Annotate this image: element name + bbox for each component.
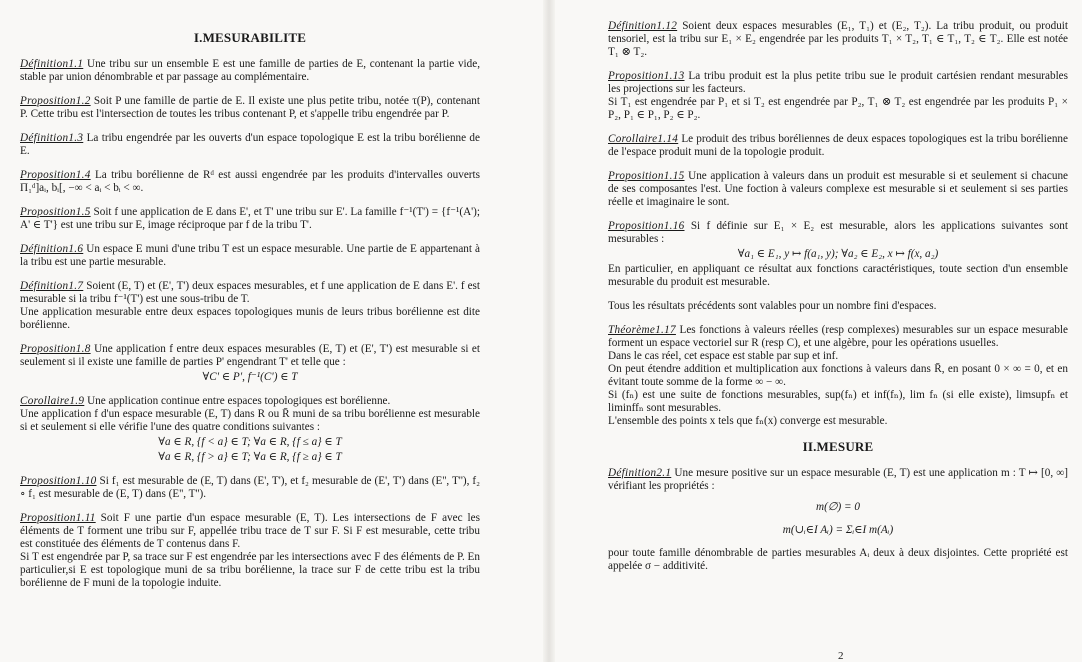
corollary-1-14 (608, 133, 1068, 159)
definition-text: La tribu engendrée par les ouverts d'un espace topologique E est la tribu borélienne de E. (20, 132, 480, 157)
proposition-text: Si f définie sur E₁ × E₂ est mesurable, alors les applications suivantes sont mesurables : (608, 220, 1068, 245)
formula: ∀a₁ ∈ E₁, y ↦ f(a₁, y); ∀a₂ ∈ E₂, x ↦ f(x, a₂) (737, 248, 939, 260)
proposition-text-continued: Si T₁ est engendrée par P₁ et si T₂ est engendrée par P₂, T₁ ⊗ T₂ est engendrée par les produits P₁ × P₂, P₁ ∈ P₁, P₂ ∈ P₂. (608, 96, 1068, 121)
proposition-text: Soit P une famille de partie de E. Il existe une plus petite tribu, notée τ(P), contenant P. Cette tribu est l'intersection de toutes les tribus contenant P, et s'appelle tribu engendrée par P. (20, 95, 480, 120)
proposition-text: Une application à valeurs dans un produit est mesurable si et seulement si chacune de ses composantes l'est. Une foction à valeurs complexe est mesurable si et seulement si ses parties réelle et imaginaire le sont. (608, 170, 1068, 208)
proposition-1-8 (20, 343, 480, 384)
formula: m(∅) = 0 (815, 501, 860, 513)
corollary-text-continued: Une application f d'un espace mesurable (E, T) dans R ou R̄ muni de sa tribu borélienne est mesurable si et seulement si elle vérifie l'une des quatre conditions suivantes : (20, 408, 480, 433)
theorem-label: Théorème1.17 (608, 324, 676, 336)
proposition-text: Soit F une partie d'un espace mesurable (E, T). Les intersections de F avec les éléments de T forment une tribu sur F, appellée tribu trace de T sur F. Si F est mesurable, cette tribu est constituée des éléments de T contenus dans F. (20, 512, 480, 550)
theorem-text-5: L'ensemble des points x tels que fₙ(x) converge est mesurable. (608, 415, 888, 427)
definition-label: Définition1.3 (20, 132, 84, 144)
corollary-text: Une application continue entre espaces topologiques est borélienne. (87, 395, 391, 407)
corollary-label: Corollaire1.14 (608, 133, 679, 145)
proposition-1-11 (20, 512, 480, 590)
proposition-label: Proposition1.11 (20, 512, 96, 524)
definition-label: Définition2.1 (608, 467, 672, 479)
definition-text-continued: Une application mesurable entre deux espaces topologiques munis de leurs tribus borélienne est dite borélienne. (20, 306, 480, 331)
definition-1-7 (20, 280, 480, 332)
theorem-text-4: Si (fₙ) est une suite de fonctions mesurables, sup(fₙ) et inf(fₙ), lim fₙ (si elle existe), limsupfₙ et liminffₙ sont mesurables. (608, 389, 1068, 414)
proposition-text: Si f₁ est mesurable de (E, T) dans (E', T'), et f₂ mesurable de (E', T') dans (E'', T''), f₂ ∘ f₁ est mesurable de (E, T) dans (E'', T''). (20, 475, 480, 500)
definition-1-12 (608, 20, 1068, 59)
corollary-text: Le produit des tribus boréliennes de deux espaces topologiques est la tribu borélienne de l'espace produit muni de la topologie produit. (608, 133, 1068, 158)
corollary-1-9 (20, 395, 480, 464)
definition-text: Soient (E, T) et (E', T') deux espaces mesurables, et f une application de E dans E'. f est mesurable si la tribu f⁻¹(T') est une sous-tribu de T. (20, 280, 481, 305)
proposition-text: La tribu produit est la plus petite tribu sue le produit cartésien rendant mesurables les projections sur les facteurs. (608, 70, 1068, 95)
definition-text-continued: pour toute famille dénombrable de parties mesurables Aᵢ deux à deux disjointes. Cette propriété est appelée σ − additivité. (608, 547, 1068, 572)
left-column (20, 0, 480, 601)
definition-label: Définition1.1 (20, 58, 84, 70)
definition-text: Soient deux espaces mesurables (E₁, T₁) et (E₂, T₂). La tribu produit, ou produit tensoriel, est la tribu sur E₁ × E₂ engendrée par les produits T₁ × T₂, T₁ ∈ T₁, T₂ ∈ T₂. Elle est notée T₁ ⊗ T₂. (608, 20, 1068, 58)
definition-1-6 (20, 243, 480, 269)
section-title-mesure: II.MESURE (802, 439, 874, 454)
proposition-label: Proposition1.15 (608, 170, 685, 182)
formula: m(∪ᵢ∈I Aᵢ) = Σᵢ∈I m(Aᵢ) (782, 524, 894, 536)
definition-label: Définition1.12 (608, 20, 678, 32)
proposition-1-2 (20, 95, 480, 121)
theorem-text: Les fonctions à valeurs réelles (resp complexes) mesurables sur un espace mesurable forment un espace vectoriel sur R (resp C), et une algèbre, pour les opérations usuelles. (608, 324, 1069, 349)
proposition-label: Proposition1.10 (20, 475, 97, 487)
proposition-text: Soit f une application de E dans E', et T' une tribu sur E'. La famille f⁻¹(T') = {f⁻¹(A'); A' ∈ T'} est une tribu sur E, image réciproque par f de la tribu T'. (20, 206, 480, 231)
page-number: 2 (838, 650, 844, 662)
definition-1-3 (20, 132, 480, 158)
definition-text: Une mesure positive sur un espace mesurable (E, T) est une application m : T ↦ [0, ∞] vérifiant les propriétés : (608, 467, 1069, 492)
formula: ∀a ∈ R, {f < a} ∈ T; ∀a ∈ R, {f ≤ a} ∈ T (158, 436, 342, 448)
theorem-text-2: Dans le cas réel, cet espace est stable par sup et inf. (608, 350, 839, 362)
note-text: Tous les résultats précédents sont valables pour un nombre fini d'espaces. (608, 300, 937, 312)
proposition-label: Proposition1.16 (608, 220, 685, 232)
proposition-label: Proposition1.2 (20, 95, 91, 107)
definition-text: Un espace E muni d'une tribu T est un espace mesurable. Une partie de E appartenant à la tribu est une partie mesurable. (20, 243, 480, 268)
note-paragraph (608, 300, 1068, 313)
proposition-1-5 (20, 206, 480, 232)
formula: ∀C' ∈ P', f⁻¹(C') ∈ T (202, 371, 298, 383)
proposition-label: Proposition1.4 (20, 169, 91, 181)
formula: ∀a ∈ R, {f > a} ∈ T; ∀a ∈ R, {f ≥ a} ∈ T (158, 451, 342, 463)
proposition-label: Proposition1.13 (608, 70, 685, 82)
definition-1-1 (20, 58, 480, 84)
theorem-1-17 (608, 324, 1068, 428)
proposition-label: Proposition1.5 (20, 206, 91, 218)
proposition-text: La tribu borélienne de Rᵈ est aussi engendrée par les produits d'intervalles ouverts Π₁ᵈ]aᵢ, bᵢ[, −∞ < aᵢ < bᵢ < ∞. (20, 169, 480, 194)
proposition-label: Proposition1.8 (20, 343, 91, 355)
definition-label: Définition1.7 (20, 280, 84, 292)
right-column (608, 0, 1068, 584)
definition-text: Une tribu sur un ensemble E est une famille de parties de E, contenant la partie vide, stable par union dénombrable et par passage au complémentaire. (20, 58, 480, 83)
section-title-mesurabilite: I.MESURABILITE (193, 30, 307, 45)
proposition-1-13 (608, 70, 1068, 122)
proposition-1-4 (20, 169, 480, 195)
theorem-text-3: On peut étendre addition et multiplication aux fonctions à valeurs dans R̄, en posant 0 × ∞ = 0, et en évitant toute somme de la forme ∞ − ∞. (608, 363, 1068, 388)
definition-label: Définition1.6 (20, 243, 84, 255)
corollary-label: Corollaire1.9 (20, 395, 85, 407)
proposition-text: Une application f entre deux espaces mesurables (E, T) et (E', T') est mesurable si et seulement si il existe une famille de parties P' engendrant T' et telle que : (20, 343, 480, 368)
proposition-1-15 (608, 170, 1068, 209)
proposition-1-10 (20, 475, 480, 501)
proposition-text-continued: En particulier, en appliquant ce résultat aux fonctions caractéristiques, toute section d'un ensemble mesurable du produit est mesurable. (608, 263, 1068, 288)
definition-2-1 (608, 467, 1068, 573)
proposition-1-16 (608, 220, 1068, 289)
book-gutter (543, 0, 555, 662)
proposition-text-continued: Si T est engendrée par P, sa trace sur F est engendrée par les intersections avec F des éléments de P. En particulier,si E est topologique muni de sa tribu borélienne, la trace sur F de cette tribu est la tribu borélienne de F muni de la topologie induite. (20, 551, 480, 589)
